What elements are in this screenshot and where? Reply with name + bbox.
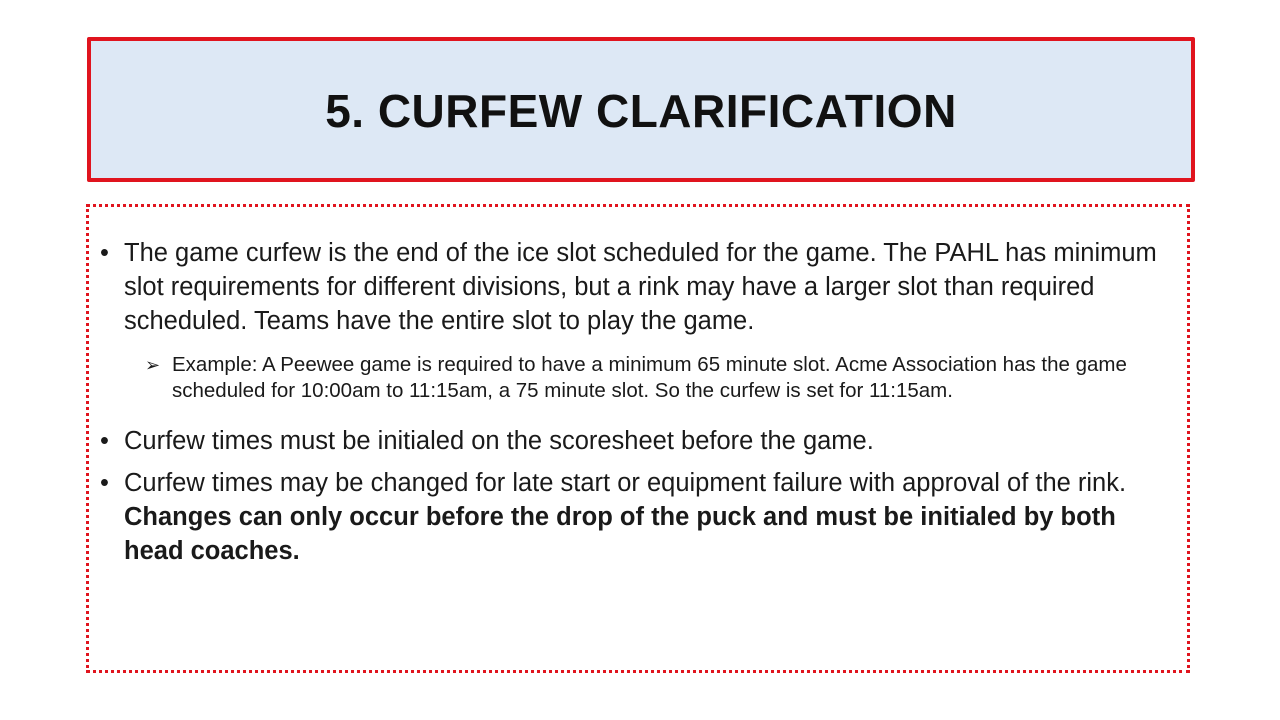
- arrow-bullet-icon: ➢: [145, 355, 161, 375]
- bullet-item-game-curfew: [98, 236, 1182, 338]
- bullet-item-initialed: [98, 424, 1182, 458]
- slide-title: 5. CURFEW CLARIFICATION: [325, 84, 957, 137]
- sub-bullet-text: Example: A Peewee game is required to have a minimum 65 minute slot. Acme Association has the game scheduled for 10:00am to 11:15am, a 75 minute slot. So the curfew is set for 11:15am.: [172, 353, 1127, 402]
- bullet-text-regular: Curfew times may be changed for late start or equipment failure with approval of the rink.: [124, 469, 1127, 497]
- bullet-dot-icon: •: [100, 427, 109, 455]
- bullet-dot-icon: •: [100, 239, 109, 267]
- content-area: [98, 236, 1182, 576]
- bullet-text: The game curfew is the end of the ice slot scheduled for the game. The PAHL has minimum slot requirements for different divisions, but a rink may have a larger slot than required scheduled. Teams have the entire slot to play the game.: [124, 239, 1157, 335]
- bullet-text-bold: Changes can only occur before the drop of the puck and must be initialed by both head coaches.: [124, 503, 1116, 565]
- title-box: [87, 37, 1195, 182]
- bullet-dot-icon: •: [100, 469, 109, 497]
- sub-bullet-item-example: [98, 352, 1182, 404]
- bullet-item-changes: [98, 466, 1182, 568]
- bullet-text: Curfew times must be initialed on the scoresheet before the game.: [124, 427, 874, 455]
